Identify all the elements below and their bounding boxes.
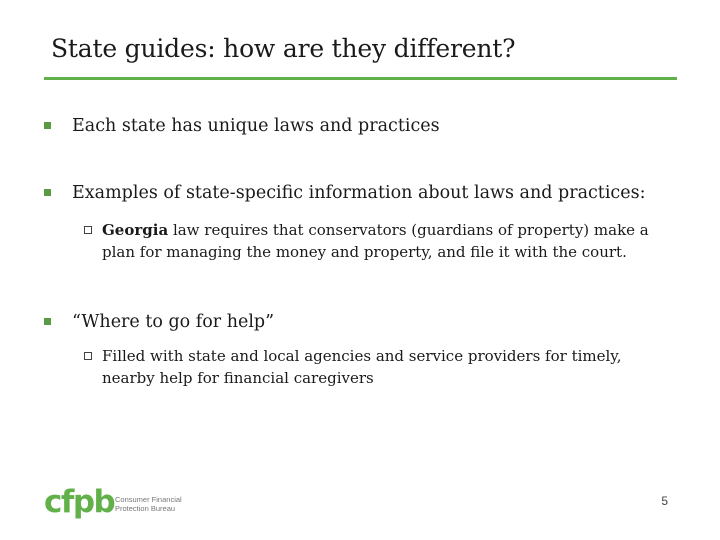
square-bullet-icon [44,189,51,196]
logo-line-2: Protection Bureau [115,504,176,513]
sub-bullet-text [102,219,677,263]
state-name: Georgia [102,221,169,239]
page-number: 5 [661,494,668,508]
logo-subtitle [115,495,182,513]
cfpb-logo [44,486,214,520]
bullet-text: Each state has unique laws and practices [72,116,440,136]
square-bullet-icon [44,318,51,325]
square-bullet-icon [44,122,51,129]
bullet-text: “Where to go for help” [72,312,275,332]
hollow-square-bullet-icon [84,352,92,360]
sub-bullet-body: law requires that conservators (guardians of property) make a plan for managing the money and property, and file it with the court. [102,221,649,261]
title-rule [44,77,677,80]
slide-title: State guides: how are they different? [51,34,516,63]
sub-bullet-text: Filled with state and local agencies and service providers for timely, nearby help for financial caregivers [102,347,622,387]
hollow-square-bullet-icon [84,226,92,234]
logo-mark: cfpb [44,484,115,520]
bullet-text: Examples of state-specific information about laws and practices: [72,183,646,203]
logo-line-1: Consumer Financial [115,495,182,504]
